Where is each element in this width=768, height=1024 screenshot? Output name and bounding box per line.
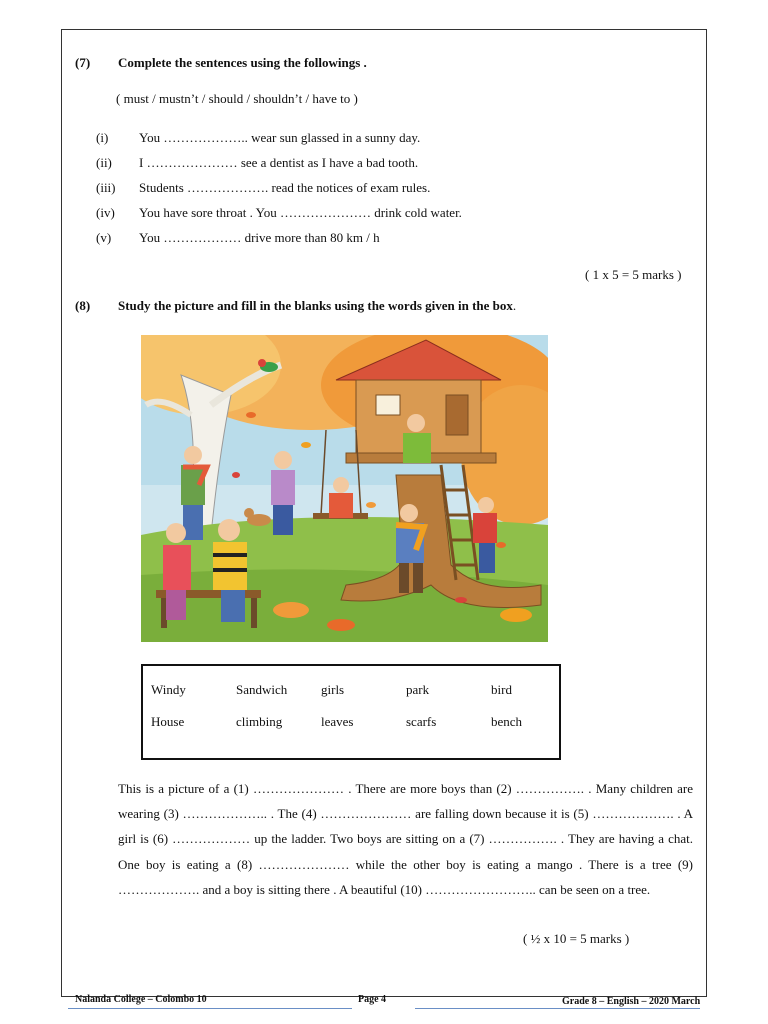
- autumn-park-illustration: [141, 335, 548, 642]
- word-sandwich: Sandwich: [236, 682, 288, 697]
- footer-school: Nalanda College – Colombo 10: [75, 994, 207, 1005]
- item-sentence: You ……………… drive more than 80 km / h: [139, 230, 380, 245]
- footer-grade: Grade 8 – English – 2020 March: [562, 996, 701, 1007]
- item-roman: (iii): [96, 180, 116, 195]
- word-girls: girls: [321, 682, 345, 697]
- item-roman: (v): [96, 230, 112, 245]
- question-7-options: ( must / mustn’t / should / shouldn’t / have to ): [116, 91, 358, 106]
- question-7-marks: ( 1 x 5 = 5 marks ): [585, 267, 682, 282]
- question-8-number: (8): [75, 298, 91, 313]
- question-8-marks: ( ½ x 10 = 5 marks ): [523, 931, 630, 946]
- item-sentence: Students ………………. read the notices of exam rules.: [139, 180, 431, 195]
- footer-line-right: [415, 1008, 700, 1009]
- question-8-title: Study the picture and fill in the blanks using the words given in the box.: [118, 298, 517, 313]
- item-roman: (iv): [96, 205, 115, 220]
- word-bench: bench: [491, 714, 523, 729]
- item-sentence: I ………………… see a dentist as I have a bad tooth.: [139, 155, 419, 170]
- footer-line-left: [68, 1008, 352, 1009]
- item-sentence: You ……………….. wear sun glassed in a sunny day.: [139, 130, 421, 145]
- question-7-title: Complete the sentences using the followings .: [118, 55, 367, 70]
- word-climbing: climbing: [236, 714, 283, 729]
- item-roman: (i): [96, 130, 109, 145]
- word-windy: Windy: [151, 682, 186, 697]
- word-bird: bird: [491, 682, 512, 697]
- item-roman: (ii): [96, 155, 112, 170]
- word-house: House: [151, 714, 185, 729]
- word-box: [141, 664, 561, 760]
- word-park: park: [406, 682, 430, 697]
- footer-page-number: Page 4: [358, 994, 387, 1005]
- question-7-number: (7): [75, 55, 91, 70]
- item-sentence: You have sore throat . You ………………… drink cold water.: [139, 205, 462, 220]
- word-scarfs: scarfs: [406, 714, 437, 729]
- autumn-park-scene: [141, 335, 548, 642]
- fill-in-paragraph: This is a picture of a (1) ………………… . There are more boys than (2) ……………. . Many children are wearing (3) ……………….. . The (4) ………………… are falling down because it is (5) ………………. . A girl is (6) ……………… up the ladder. Two boys are sitting on a (7) ……………. . They are having a chat. One boy is eating a (8) ………………… while the other boy is eating a mango . There is a tree (9) ………………. and a boy is sitting there . A beautiful (10) …………………….. can be seen on a tree.: [118, 781, 693, 897]
- word-leaves: leaves: [321, 714, 354, 729]
